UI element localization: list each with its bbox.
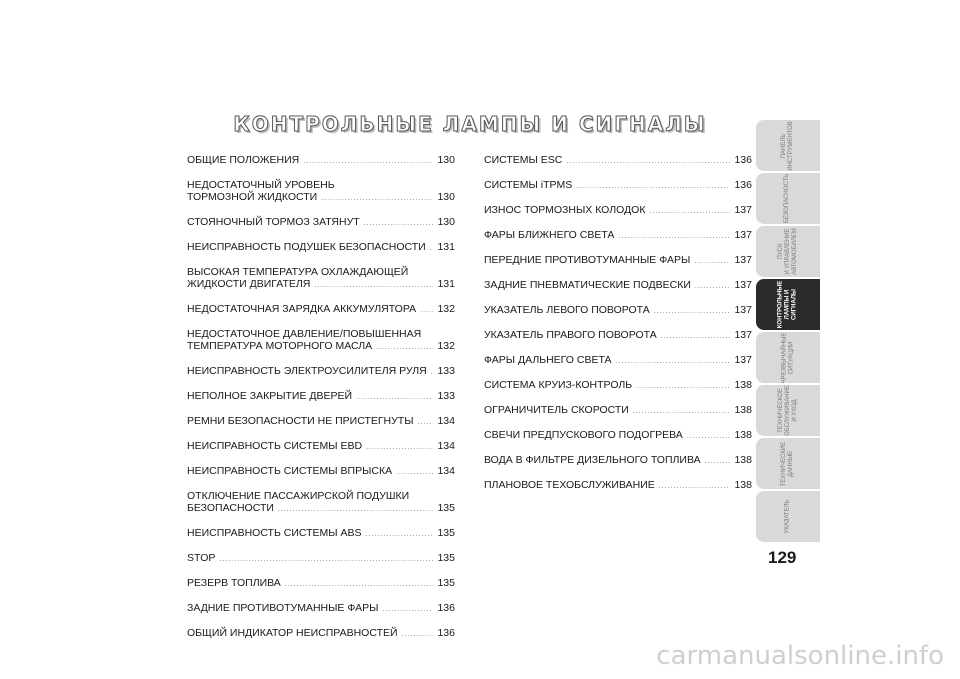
toc-dot-leader xyxy=(659,481,731,493)
toc-entry-title: ПЛАНОВОЕ ТЕХОБСЛУЖИВАНИЕ xyxy=(484,479,655,491)
toc-dot-leader xyxy=(633,406,731,418)
toc-entry[interactable] xyxy=(187,241,455,255)
toc-entry-title: НЕДОСТАТОЧНЫЙ УРОВЕНЬ xyxy=(187,179,335,191)
toc-dot-leader xyxy=(649,206,730,218)
toc-entry-title: СВЕЧИ ПРЕДПУСКОВОГО ПОДОГРЕВА xyxy=(484,429,683,441)
toc-entry-title: ПЕРЕДНИЕ ПРОТИВОТУМАННЫЕ ФАРЫ xyxy=(484,254,691,266)
toc-entry-page: 137 xyxy=(734,204,752,216)
toc-entry-title: НЕДОСТАТОЧНАЯ ЗАРЯДКА АККУМУЛЯТОРА xyxy=(187,303,417,315)
toc-entry-page: 133 xyxy=(437,365,455,377)
section-tab[interactable] xyxy=(756,332,820,383)
toc-dot-leader xyxy=(431,367,434,379)
toc-entry-title: ОТКЛЮЧЕНИЕ ПАССАЖИРСКОЙ ПОДУШКИ xyxy=(187,490,410,502)
section-tab[interactable] xyxy=(756,120,820,171)
toc-dot-leader xyxy=(402,629,434,641)
toc-entry[interactable] xyxy=(484,354,752,368)
toc-entry[interactable] xyxy=(484,479,752,493)
section-tab[interactable] xyxy=(756,385,820,436)
toc-entry[interactable] xyxy=(187,440,455,454)
toc-entry-page: 138 xyxy=(734,404,752,416)
toc-entry-page: 138 xyxy=(734,479,752,491)
toc-entry[interactable] xyxy=(187,627,455,641)
toc-entry-page: 135 xyxy=(437,552,455,564)
toc-entry-title: ОБЩИЙ ИНДИКАТОР НЕИСПРАВНОСТЕЙ xyxy=(187,627,398,639)
toc-entry-title: STOP xyxy=(187,552,216,564)
toc-entry-page: 132 xyxy=(437,340,455,352)
toc-entry-title: ОБЩИЕ ПОЛОЖЕНИЯ xyxy=(187,154,300,166)
section-tab-label: ТЕХНИЧЕСКОЕ ОБСЛУЖИВАНИЕ И УХОД xyxy=(777,385,798,436)
toc-entry[interactable] xyxy=(187,552,455,566)
toc-entry-page: 137 xyxy=(734,254,752,266)
toc-entry-page: 135 xyxy=(437,502,455,514)
toc-entry-title: ИЗНОС ТОРМОЗНЫХ КОЛОДОК xyxy=(484,204,646,216)
toc-dot-leader xyxy=(219,554,433,566)
toc-entry-title: РЕМНИ БЕЗОПАСНОСТИ НЕ ПРИСТЕГНУТЫ xyxy=(187,415,414,427)
toc-entry[interactable] xyxy=(187,303,455,317)
toc-entry-title: ФАРЫ БЛИЖНЕГО СВЕТА xyxy=(484,229,615,241)
toc-entry-page: 130 xyxy=(437,154,455,166)
toc-entry-title: ТОРМОЗНОЙ ЖИДКОСТИ xyxy=(187,191,318,203)
watermark: carmanualsonline.info xyxy=(656,641,944,671)
toc-entry[interactable] xyxy=(187,266,455,292)
toc-dot-leader xyxy=(366,529,434,541)
toc-dot-leader xyxy=(366,442,433,454)
toc-entry-title: ЗАДНИЕ ПРОТИВОТУМАННЫЕ ФАРЫ xyxy=(187,602,379,614)
toc-entry[interactable] xyxy=(484,429,752,443)
toc-entry-title: НЕДОСТАТОЧНОЕ ДАВЛЕНИЕ/ПОВЫШЕННАЯ xyxy=(187,328,422,340)
toc-dot-leader xyxy=(356,392,433,404)
toc-dot-leader xyxy=(303,156,433,168)
section-tab-label: ПАНЕЛЬ ИНСТРУМЕНТОВ xyxy=(781,120,794,171)
toc-entry[interactable] xyxy=(484,404,752,418)
toc-dot-leader xyxy=(705,456,731,468)
toc-entry[interactable] xyxy=(484,329,752,343)
toc-entry[interactable] xyxy=(187,390,455,404)
toc-entry-title: ФАРЫ ДАЛЬНЕГО СВЕТА xyxy=(484,354,612,366)
toc-entry-page: 130 xyxy=(437,191,455,203)
toc-dot-leader xyxy=(382,604,433,616)
toc-entry-page: 138 xyxy=(734,379,752,391)
toc-entry-page: 136 xyxy=(437,602,455,614)
toc-entry-title: БЕЗОПАСНОСТИ xyxy=(187,502,274,514)
toc-entry[interactable] xyxy=(187,602,455,616)
toc-entry-page: 134 xyxy=(437,465,455,477)
section-tab[interactable] xyxy=(756,173,820,224)
toc-dot-leader xyxy=(687,431,731,443)
toc-dot-leader xyxy=(618,231,730,243)
toc-entry-page: 138 xyxy=(734,429,752,441)
toc-entry[interactable] xyxy=(187,527,455,541)
section-tab[interactable] xyxy=(756,491,820,542)
section-tabs xyxy=(756,120,820,544)
section-tab-label: КОНТРОЛЬНЫЕ ЛАМПЫ И СИГНАЛЫ xyxy=(777,280,798,329)
toc-dot-leader xyxy=(321,193,433,205)
toc-dot-leader xyxy=(430,243,434,255)
section-tab-label: ТЕХНИЧЕСКИЕ ДАННЫЕ xyxy=(781,441,794,486)
toc-entry[interactable] xyxy=(187,179,455,205)
toc-dot-leader xyxy=(694,256,730,268)
toc-dot-leader xyxy=(376,342,433,354)
toc-entry-page: 137 xyxy=(734,329,752,341)
section-tab[interactable] xyxy=(756,438,820,489)
section-tab[interactable] xyxy=(756,226,820,277)
page-title: КОНТРОЛЬНЫЕ ЛАМПЫ И СИГНАЛЫ xyxy=(233,112,707,136)
toc-entry[interactable] xyxy=(187,365,455,379)
toc-dot-leader xyxy=(278,504,434,516)
toc-entry[interactable] xyxy=(484,154,752,168)
toc-entry-page: 134 xyxy=(437,415,455,427)
toc-entry-page: 135 xyxy=(437,577,455,589)
toc-entry-page: 136 xyxy=(437,627,455,639)
toc-dot-leader xyxy=(420,305,433,317)
toc-entry[interactable] xyxy=(187,216,455,230)
toc-entry-title: НЕПОЛНОЕ ЗАКРЫТИЕ ДВЕРЕЙ xyxy=(187,390,353,402)
toc-entry-title: НЕИСПРАВНОСТЬ ПОДУШЕК БЕЗОПАСНОСТИ xyxy=(187,241,426,253)
toc-entry-title: НЕИСПРАВНОСТЬ СИСТЕМЫ EBD xyxy=(187,440,363,452)
toc-entry-title: НЕИСПРАВНОСТЬ СИСТЕМЫ ВПРЫСКА xyxy=(187,465,393,477)
toc-entry-page: 136 xyxy=(734,179,752,191)
toc-entry-title: СИСТЕМЫ iTPMS xyxy=(484,179,573,191)
toc-entry[interactable] xyxy=(484,254,752,268)
toc-entry[interactable] xyxy=(484,229,752,243)
toc-entry-page: 137 xyxy=(734,229,752,241)
toc-entry[interactable] xyxy=(484,204,752,218)
section-tab-label: УКАЗАТЕЛЬ xyxy=(784,499,791,534)
toc-entry-page: 134 xyxy=(437,440,455,452)
toc-entry[interactable] xyxy=(484,304,752,318)
toc-entry[interactable] xyxy=(484,279,752,293)
toc-entry-title: СИСТЕМЫ ESC xyxy=(484,154,563,166)
toc-dot-leader xyxy=(418,417,434,429)
toc-entry-title: ЗАДНИЕ ПНЕВМАТИЧЕСКИЕ ПОДВЕСКИ xyxy=(484,279,691,291)
toc-entry[interactable] xyxy=(484,179,752,193)
toc-dot-leader xyxy=(285,579,434,591)
toc-entry[interactable] xyxy=(187,465,455,479)
toc-entry[interactable] xyxy=(484,379,752,393)
toc-left-column xyxy=(187,154,455,652)
section-tab-label: ЧРЕЗВЫЧАЙНЫЕ СИТУАЦИИ xyxy=(781,332,794,383)
toc-dot-leader xyxy=(661,331,731,343)
toc-entry[interactable] xyxy=(187,490,455,516)
toc-dot-leader xyxy=(616,356,731,368)
toc-entry-page: 138 xyxy=(734,454,752,466)
toc-entry[interactable] xyxy=(187,154,455,168)
toc-dot-leader xyxy=(566,156,730,168)
toc-entry-title: СИСТЕМА КРУИЗ-КОНТРОЛЬ xyxy=(484,379,633,391)
toc-dot-leader xyxy=(314,280,433,292)
toc-dot-leader xyxy=(396,467,433,479)
toc-entry-page: 133 xyxy=(437,390,455,402)
toc-dot-leader xyxy=(364,218,434,230)
toc-entry-title: НЕИСПРАВНОСТЬ ЭЛЕКТРОУСИЛИТЕЛЯ РУЛЯ xyxy=(187,365,427,377)
toc-entry-title: ТЕМПЕРАТУРА МОТОРНОГО МАСЛА xyxy=(187,340,373,352)
toc-entry-page: 135 xyxy=(437,527,455,539)
toc-entry-title: УКАЗАТЕЛЬ ПРАВОГО ПОВОРОТА xyxy=(484,329,657,341)
toc-right-column xyxy=(484,154,752,504)
toc-entry[interactable] xyxy=(187,328,455,354)
toc-entry[interactable] xyxy=(187,415,455,429)
toc-entry-page: 130 xyxy=(437,216,455,228)
toc-dot-leader xyxy=(654,306,731,318)
toc-entry-title: ВОДА В ФИЛЬТРЕ ДИЗЕЛЬНОГО ТОПЛИВА xyxy=(484,454,701,466)
toc-entry-page: 137 xyxy=(734,354,752,366)
toc-entry-page: 136 xyxy=(734,154,752,166)
section-tab-label: ПУСК И УПРАВЛЕНИЕ АВТОМОБИЛЕМ xyxy=(777,228,798,275)
page-number: 129 xyxy=(768,548,797,567)
toc-entry-page: 137 xyxy=(734,304,752,316)
toc-entry-page: 137 xyxy=(734,279,752,291)
toc-entry-page: 131 xyxy=(437,278,455,290)
toc-entry-title: НЕИСПРАВНОСТЬ СИСТЕМЫ ABS xyxy=(187,527,362,539)
section-tab[interactable] xyxy=(756,279,820,330)
toc-dot-leader xyxy=(636,381,730,393)
toc-entry[interactable] xyxy=(484,454,752,468)
toc-entry-page: 132 xyxy=(437,303,455,315)
toc-dot-leader xyxy=(576,181,730,193)
toc-entry-title: СТОЯНОЧНЫЙ ТОРМОЗ ЗАТЯНУТ xyxy=(187,216,360,228)
toc-entry-title: ОГРАНИЧИТЕЛЬ СКОРОСТИ xyxy=(484,404,629,416)
toc-entry-title: УКАЗАТЕЛЬ ЛЕВОГО ПОВОРОТА xyxy=(484,304,650,316)
toc-dot-leader xyxy=(695,281,731,293)
toc-entry-title: ВЫСОКАЯ ТЕМПЕРАТУРА ОХЛАЖДАЮЩЕЙ xyxy=(187,266,409,278)
toc-entry[interactable] xyxy=(187,577,455,591)
toc-entry-title: ЖИДКОСТИ ДВИГАТЕЛЯ xyxy=(187,278,311,290)
section-tab-label: БЕЗОПАСНОСТЬ xyxy=(784,173,791,224)
toc-entry-title: РЕЗЕРВ ТОПЛИВА xyxy=(187,577,281,589)
toc-entry-page: 131 xyxy=(437,241,455,253)
